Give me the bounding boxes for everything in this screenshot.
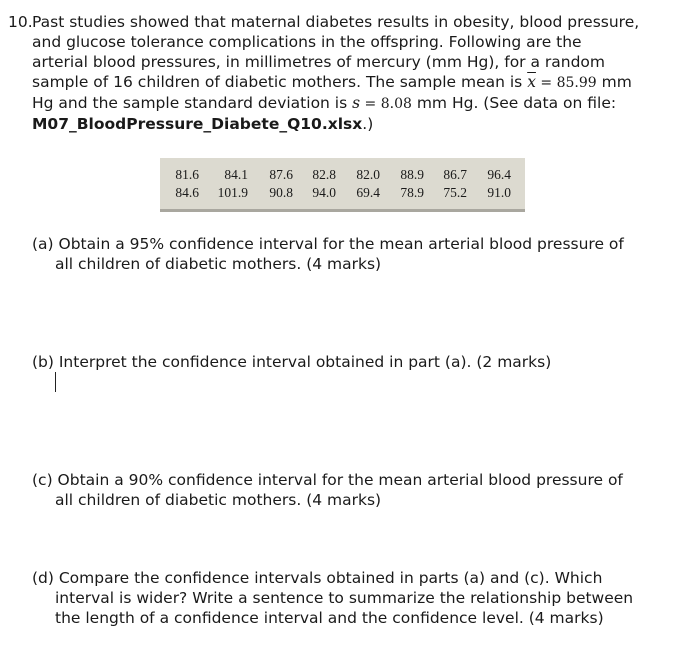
table-cell: 86.7: [443, 167, 467, 182]
intro-line-4-text: sample of 16 children of diabetic mothers. The sample mean is: [32, 73, 528, 91]
intro-line-5-text: Hg and the sample standard deviation is: [32, 94, 353, 112]
table-cell: 78.9: [400, 185, 424, 200]
table-cell: 94.0: [312, 185, 336, 200]
intro-line-6-suffix: .): [362, 115, 374, 133]
part-c: [32, 470, 652, 510]
table-cell: 82.8: [312, 167, 336, 182]
table-cell: 75.2: [443, 185, 467, 200]
table-cell: 82.0: [356, 167, 380, 182]
part-d-line-2: interval is wider? Write a sentence to summarize the relationship between: [55, 589, 634, 607]
sd-value: 8.08: [380, 96, 412, 112]
part-d-line-3: the length of a confidence interval and the confidence level. (4 marks): [55, 609, 604, 627]
part-d-line-1: (d) Compare the confidence intervals obtained in parts (a) and (c). Which: [32, 569, 603, 587]
table-row: [160, 185, 525, 203]
part-d: [32, 568, 652, 628]
table-cell: 81.6: [175, 167, 199, 182]
sd-equals: =: [360, 96, 381, 112]
table-cell: 84.1: [224, 167, 248, 182]
intro-line-5-suffix: mm Hg. (See data on file:: [411, 94, 617, 112]
table-cell: 88.9: [400, 167, 424, 182]
intro-line-6: [32, 114, 657, 134]
intro-line-1: Past studies showed that maternal diabetes results in obesity, blood pressure,: [32, 13, 640, 31]
mean-symbol: $\overline{x}$: [527, 73, 536, 91]
intro-line-4: [32, 72, 657, 93]
part-a: [32, 234, 652, 274]
part-c-line-1: (c) Obtain a 90% confidence interval for the mean arterial blood pressure of: [32, 471, 623, 489]
text-cursor: [55, 372, 56, 392]
intro-line-2: and glucose tolerance complications in the offspring. Following are the: [32, 33, 582, 51]
table-cell: 84.6: [175, 185, 199, 200]
part-b-line-1: (b) Interpret the confidence interval obtained in part (a). (2 marks): [32, 353, 552, 371]
blood-pressure-data-table: [160, 158, 525, 212]
question-intro: [32, 12, 657, 134]
sd-symbol: s: [352, 94, 361, 112]
mean-equals: =: [535, 75, 557, 91]
part-b: [32, 352, 652, 372]
table-cell: 101.9: [217, 185, 248, 200]
intro-line-3: arterial blood pressures, in millimetres of mercury (mm Hg), for a random: [32, 53, 606, 71]
question-number: 10.: [8, 13, 33, 31]
part-a-line-1: (a) Obtain a 95% confidence interval for the mean arterial blood pressure of: [32, 235, 624, 253]
table-cell: 90.8: [269, 185, 293, 200]
data-filename: M07_BloodPressure_Diabete_Q10.xlsx: [32, 115, 363, 133]
part-a-line-2: all children of diabetic mothers. (4 marks): [55, 255, 382, 273]
table-cell: 91.0: [487, 185, 511, 200]
intro-line-5: [32, 93, 657, 114]
table-cell: 87.6: [269, 167, 293, 182]
mean-unit: mm: [596, 73, 632, 91]
table-cell: 96.4: [487, 167, 511, 182]
mean-value: 85.99: [556, 75, 597, 91]
table-cell: 69.4: [356, 185, 380, 200]
table-row: [160, 167, 525, 185]
part-c-line-2: all children of diabetic mothers. (4 marks): [55, 491, 382, 509]
